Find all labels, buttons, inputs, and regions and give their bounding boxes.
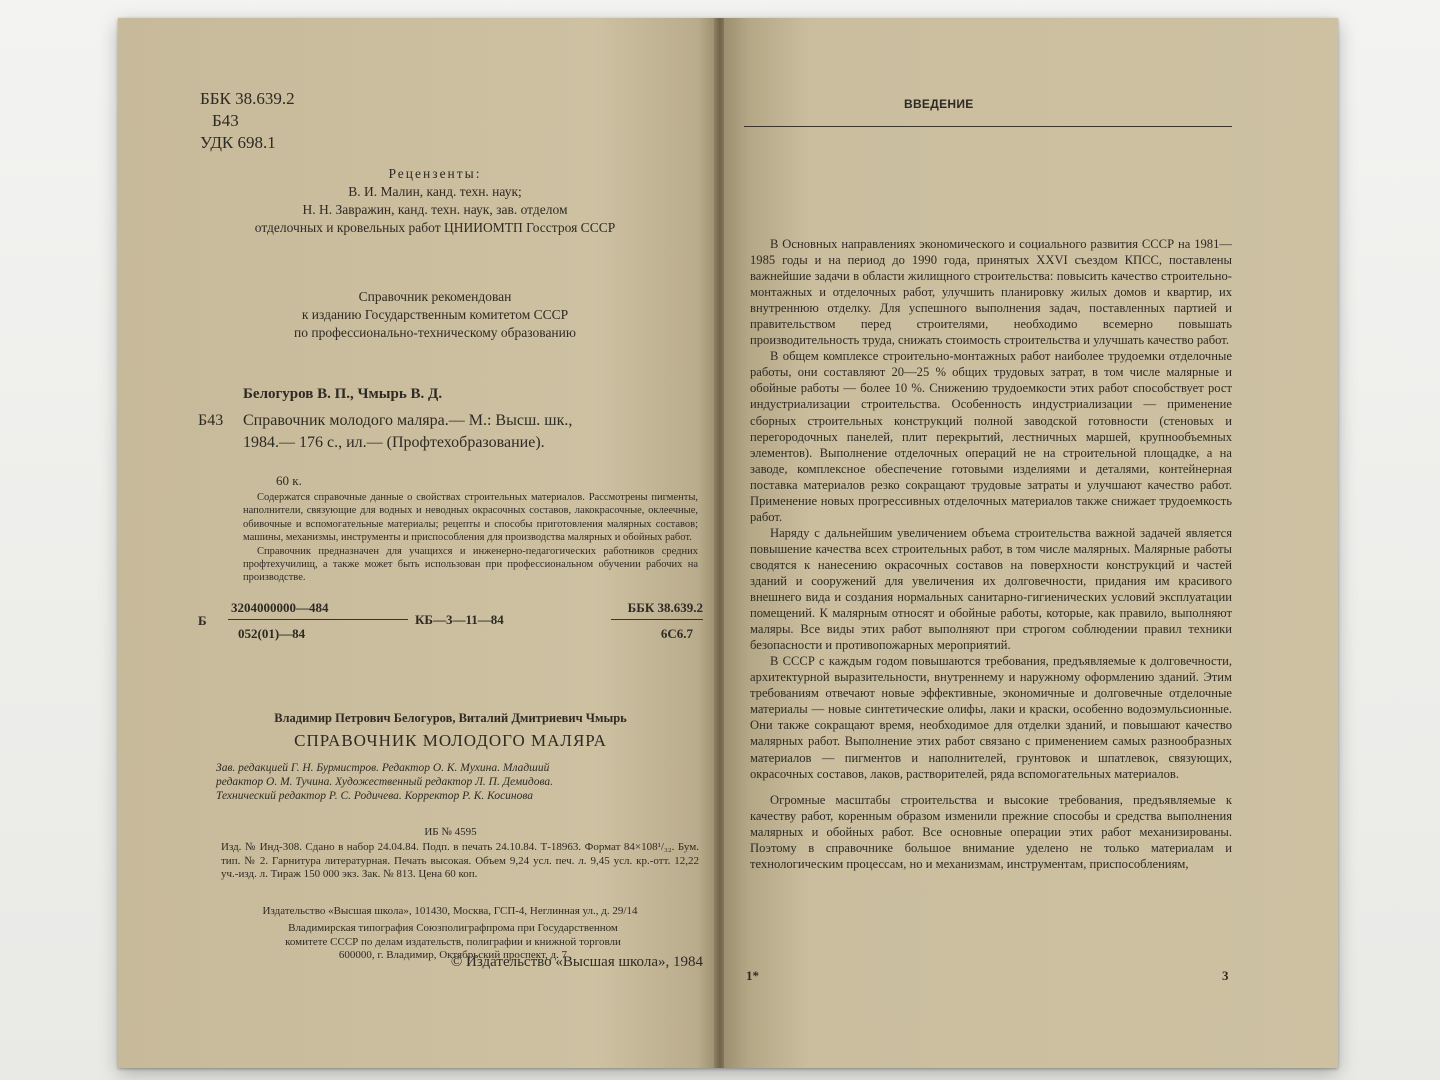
reviewer-line: Н. Н. Завражин, канд. техн. наук, зав. отделом [302, 202, 568, 217]
fraction-line [228, 619, 408, 620]
formula-numerator: 3204000000—484 [231, 600, 329, 615]
recommendation-line: к изданию Государственным комитетом СССР [301, 307, 569, 322]
classification-formula [198, 598, 703, 658]
editors-line: Зав. редакцией Г. Н. Бурмистров. Редактор О. К. Мухина. Младший [216, 762, 550, 774]
bbk-code: ББК 38.639.2 [200, 89, 295, 108]
annotation-paragraph: Справочник предназначен для учащихся и инженерно-педагогических работников средних профтехучилищ, а также может быть использован при профессиональном обучении рабочих на производстве. [243, 545, 698, 584]
bibliographic-line: 1984.— 176 с., ил.— (Профтехобразование). [243, 434, 545, 451]
author-sign: Б43 [212, 111, 239, 130]
paragraph: Наряду с дальнейшим увеличением объема строительства важной задачей является повышение качества всех строительных работ, в том числе малярных. Малярные работы сводятся к нанесению окрасочных составов на поверхности конструкций и частей зданий и сооружений для увеличения их долговечности, придания им красивого внешнего вида и создания нормальных санитарно-гигиенических условий эксплуатации помещений. К малярным относят и обойные работы, которые, как правило, выполняют маляры. Все виды этих работ выполняют при строгом соблюдении правил техники безопасности и противопожарных мероприятий. [750, 525, 1232, 653]
signature-mark: 1* [746, 968, 759, 983]
editors-line: Технический редактор Р. С. Родичева. Корректор Р. К. Косинова [216, 790, 534, 802]
authors-full: Владимир Петрович Белогуров, Виталий Дмитриевич Чмырь [274, 711, 627, 725]
printing-line: Владимирская типография Союзполиграфпрома при Государственном [288, 922, 618, 934]
paragraph: В Основных направлениях экономического и социального развития СССР на 1981—1985 годы и на период до 1990 года, принятых XXVI съездом КПСС, поставлены важнейшие задачи в области жилищного строительства: повысить качество строительно-монтажных и отделочных работ, улучшить планировку жилых домов и квартир, их внутреннюю отделку. Для успешного выполнения задач, поставленных партией и правительством перед строителями, необходимо всемерно повышать производительность труда, снижать стоимость строительства и улучшать качество работ. [750, 237, 1232, 348]
price: 60 к. [276, 473, 302, 488]
formula-bbk: ББК 38.639.2 [627, 600, 703, 615]
copyright: © Издательство «Высшая школа», 1984 [450, 954, 703, 970]
recommendation-line: по профессионально-техническому образованию [294, 325, 576, 340]
printing-line: комитете СССР по делам издательств, полиграфии и книжной торговли [285, 935, 621, 948]
header-rule [744, 126, 1232, 127]
editors-line: редактор О. М. Тучина. Художественный редактор Л. П. Демидова. [216, 776, 554, 788]
ib-number: ИБ № 4595 [424, 826, 477, 838]
paragraph: В общем комплексе строительно-монтажных работ наиболее трудоемки отделочные работы, они составляют 20—25 % общих трудовых затрат, в том числе малярные и обойные работы — более 10 %. Снижению трудоемкости этих работ способствует рост индустриализации строительства. Особенность индустриализации — применение сборных строительных конструкций полной заводской готовности (стеновых и перегородочных панелей, плит перекрытий, лестничных маршей, крупнообъемных элементов). Выполнение отделочных операций не на строительной площадке, а на заводе, комплексное обеспечение готовыми изделиями и деталями, контейнерная поставка материалов резко сокращают трудовые затраты и улучшают качество работ. Применение новых прогрессивных отделочных материалов также снижает трудоемкость работ. [750, 349, 1232, 524]
authors-short: Белогуров В. П., Чмырь В. Д. [243, 386, 443, 402]
annotation-paragraph: Содержатся справочные данные о свойствах строительных материалов. Рассмотрены пигменты, наполнители, связующие для водных и неводных окрасочных составов, лакокрасочные, оклеечные, обивочные и вспомогательные материалы; рецепты и способы приготовления малярных составов; машины, механизмы, инструменты и приспособления для производства малярных и обойных работ. [243, 492, 698, 544]
left-page [118, 18, 716, 1068]
editors-block [216, 761, 696, 803]
reviewer-line: В. И. Малин, канд. техн. наук; [348, 184, 522, 199]
recommendation-block [200, 288, 670, 342]
bibliographic-entry [198, 410, 698, 454]
reviewer-line: отделочных и кровельных работ ЦНИИОМТП Госстроя СССР [254, 220, 616, 235]
section-title: ВВЕДЕНИЕ [904, 97, 974, 111]
formula-kb: КБ—3—11—84 [415, 612, 504, 627]
bibliographic-code: Б43 [198, 412, 224, 429]
udk-code: УДК 698.1 [200, 133, 276, 152]
imprint-text: Изд. № Инд-308. Сдано в набор 24.04.84. Подп. в печать 24.10.84. Т-18963. Формат 84×108¹/₃₂. Бум. тип. № 2. Гарнитура литературная. Печать высокая. Объем 9,24 усл. печ. л. 9,45 усл. кр.-отт. 12,22 уч.-изд. л. Тираж 150 000 экз. Зак. № 813. Цена 60 коп. [221, 841, 699, 880]
reviewers-heading: Рецензенты: [388, 166, 482, 181]
classification-codes [200, 88, 295, 154]
fraction-line [611, 619, 703, 620]
paragraph: В СССР с каждым годом повышаются требования, предъявляемые к долговечности, архитектурной выразительности, внутреннему и наружному оформлению зданий. Этим требованиям отвечают новые эффективные, экономичные и долговечные отделочные материалы — новые синтетические олифы, лаки и краски, особенно водоэмульсионные. Они также сокращают время, необходимое для отделки зданий, и повышают качество малярных работ. Выполнение этих работ связано с применением самых разнообразных материалов — пигментов и наполнителей, грунтовок и шпатлевок, связующих, окрасочных составов, лаков, растворителей, ряда вспомогательных материалов. [750, 654, 1232, 781]
recommendation-line: Справочник рекомендован [358, 289, 512, 304]
page-number: 3 [1222, 968, 1229, 983]
publisher-address: Издательство «Высшая школа», 101430, Москва, ГСП-4, Неглинная ул., д. 29/14 [262, 905, 638, 917]
introduction-text [750, 236, 1232, 872]
right-page [724, 18, 1338, 1068]
paragraph: Огромные масштабы строительства и высокие требования, предъявляемые к качеству работ, коренным образом изменили прежние способы и средства выполнения малярных и обойных работ. Все основные операции этих работ механизированы. Поэтому в справочнике большое внимание уделено не только материалам и технологическим процессам, но и механизмам, инструментам, приспособлениям, [750, 792, 1232, 871]
reviewers-block [200, 165, 670, 237]
printing-line: 600000, г. Владимир, Октябрьский проспект, д. 7 [338, 949, 568, 961]
formula-code: 6С6.7 [660, 626, 693, 641]
annotation [243, 491, 698, 585]
imprint [221, 841, 699, 882]
formula-letter: Б [198, 613, 207, 628]
book-title: СПРАВОЧНИК МОЛОДОГО МАЛЯРА [294, 731, 607, 750]
open-book [118, 18, 1338, 1068]
formula-denominator: 052(01)—84 [238, 626, 306, 641]
bibliographic-line: Справочник молодого маляра.— М.: Высш. шк., [243, 412, 573, 429]
